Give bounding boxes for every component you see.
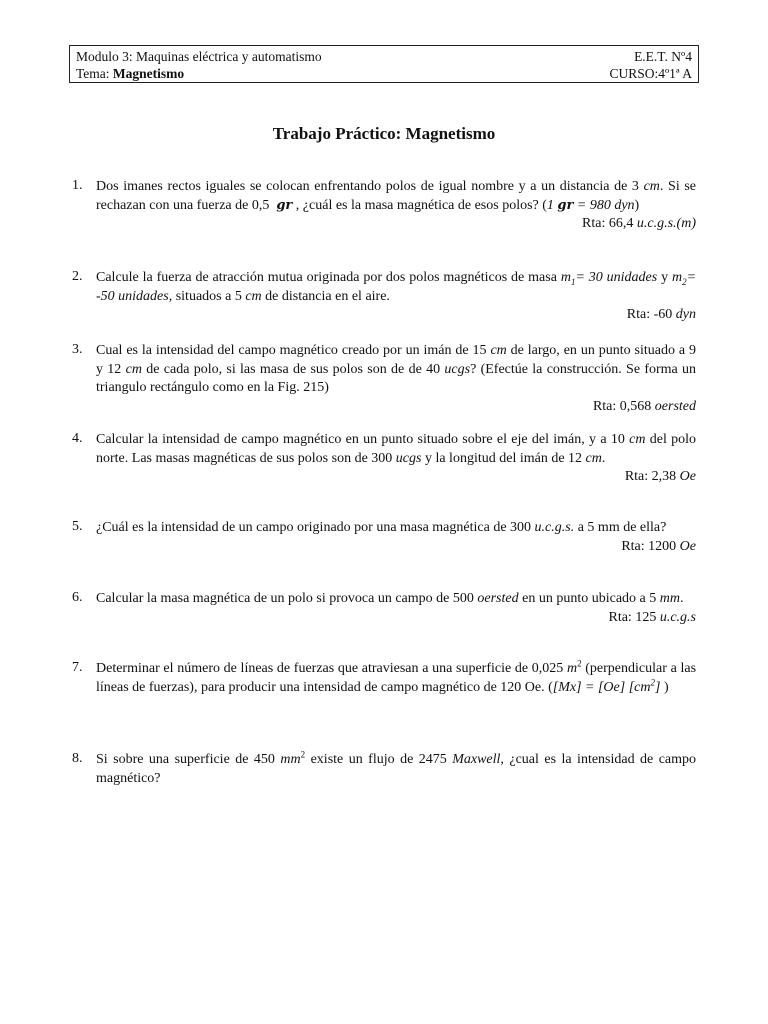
- answer: Rta: 66,4 u.c.g.s.(m): [582, 216, 696, 231]
- problem-text: Dos imanes rectos iguales se colocan enfrentando polos de igual nombre y a un distancia de 3 cm. Si se rechazan con una fuerza de 0,5 gr , ¿cuál es la masa magnética de esos polos? (1 gr = 980 dyn): [96, 179, 697, 213]
- problem-text: Si sobre una superficie de 450 $mm^2$ existe un flujo de 2475 Maxwell, ¿cual es la intensidad de campo magnético?: [96, 749, 697, 786]
- page-title: Trabajo Práctico: Magnetismo: [272, 124, 496, 143]
- header-box: [69, 45, 699, 83]
- problem-number: 6.: [72, 590, 83, 605]
- problem-text: ¿Cuál es la intensidad de un campo originado por una masa magnética de 300 u.c.g.s. a 5 mm de ella?: [96, 520, 667, 535]
- answer: Rta: 0,568 oersted: [592, 398, 696, 414]
- problem-number: 4.: [72, 431, 83, 446]
- problem-text: Cual es la intensidad del campo magnético creado por un imán de 15 cm de largo, en un punto situado a 9 y 12 cm de cada polo, si las masa de sus polos son de de 40 ucgs? (Efectúe la construcción. Se forma un triangulo rectángulo como en la Fig. 215): [96, 343, 697, 395]
- answer: Rta: 2,38 Oe: [624, 469, 696, 484]
- problem-7: [72, 660, 696, 697]
- course-label: CURSO:4º1ª A: [609, 66, 692, 81]
- problem-number: 7.: [72, 660, 83, 675]
- topic-label: Tema:: [76, 66, 110, 81]
- school-label: E.E.T. Nº4: [634, 49, 692, 64]
- problem-3: [72, 342, 696, 416]
- problem-number: 2.: [72, 269, 83, 284]
- problem-8: [72, 751, 696, 788]
- answer: Rta: -60 dyn: [626, 307, 696, 322]
- problem-text: Calcular la intensidad de campo magnético en un punto situado sobre el eje del imán, y a 10 cm del polo norte. Las masas magnéticas de sus polos son de 300 ucgs y la longitud del imán de 12 cm.: [96, 432, 697, 466]
- topic-value: Magnetismo: [112, 66, 185, 81]
- problem-number: 1.: [72, 178, 83, 193]
- answer: Rta: 125 u.c.g.s: [608, 609, 696, 625]
- problem-number: 3.: [72, 342, 83, 357]
- module-label: Modulo 3: Maquinas eléctrica y automatismo: [76, 49, 322, 64]
- topic-line: [76, 65, 184, 82]
- header-row-1: [76, 48, 692, 65]
- answer: Rta: 1200 Oe: [621, 538, 696, 554]
- problem-2: [72, 269, 696, 325]
- problem-4: [72, 431, 696, 487]
- problem-number: 8.: [72, 751, 83, 766]
- header-row-2: [76, 65, 692, 82]
- problem-1: [72, 178, 696, 234]
- problem-number: 5.: [72, 519, 83, 534]
- problem-6: [72, 590, 696, 627]
- problem-text: Calcule la fuerza de atracción mutua originada por dos polos magnéticos de masa $m_1= 30$ unidades y $m_2= -50$ unidades, situados a 5 cm de distancia en el aire.: [96, 270, 697, 304]
- problem-5: [72, 519, 696, 556]
- problem-text: Determinar el número de líneas de fuerzas que atraviesan a una superficie de 0,025 $m^2$ (perpendicular a las líneas de fuerzas), para producir una intensidad de campo magnético de 120 Oe. ([Mx] = [Oe] $[cm^2]$ ): [96, 658, 697, 695]
- problem-text: Calcular la masa magnética de un polo si provoca un campo de 500 oersted en un punto ubicado a 5 mm.: [96, 591, 684, 606]
